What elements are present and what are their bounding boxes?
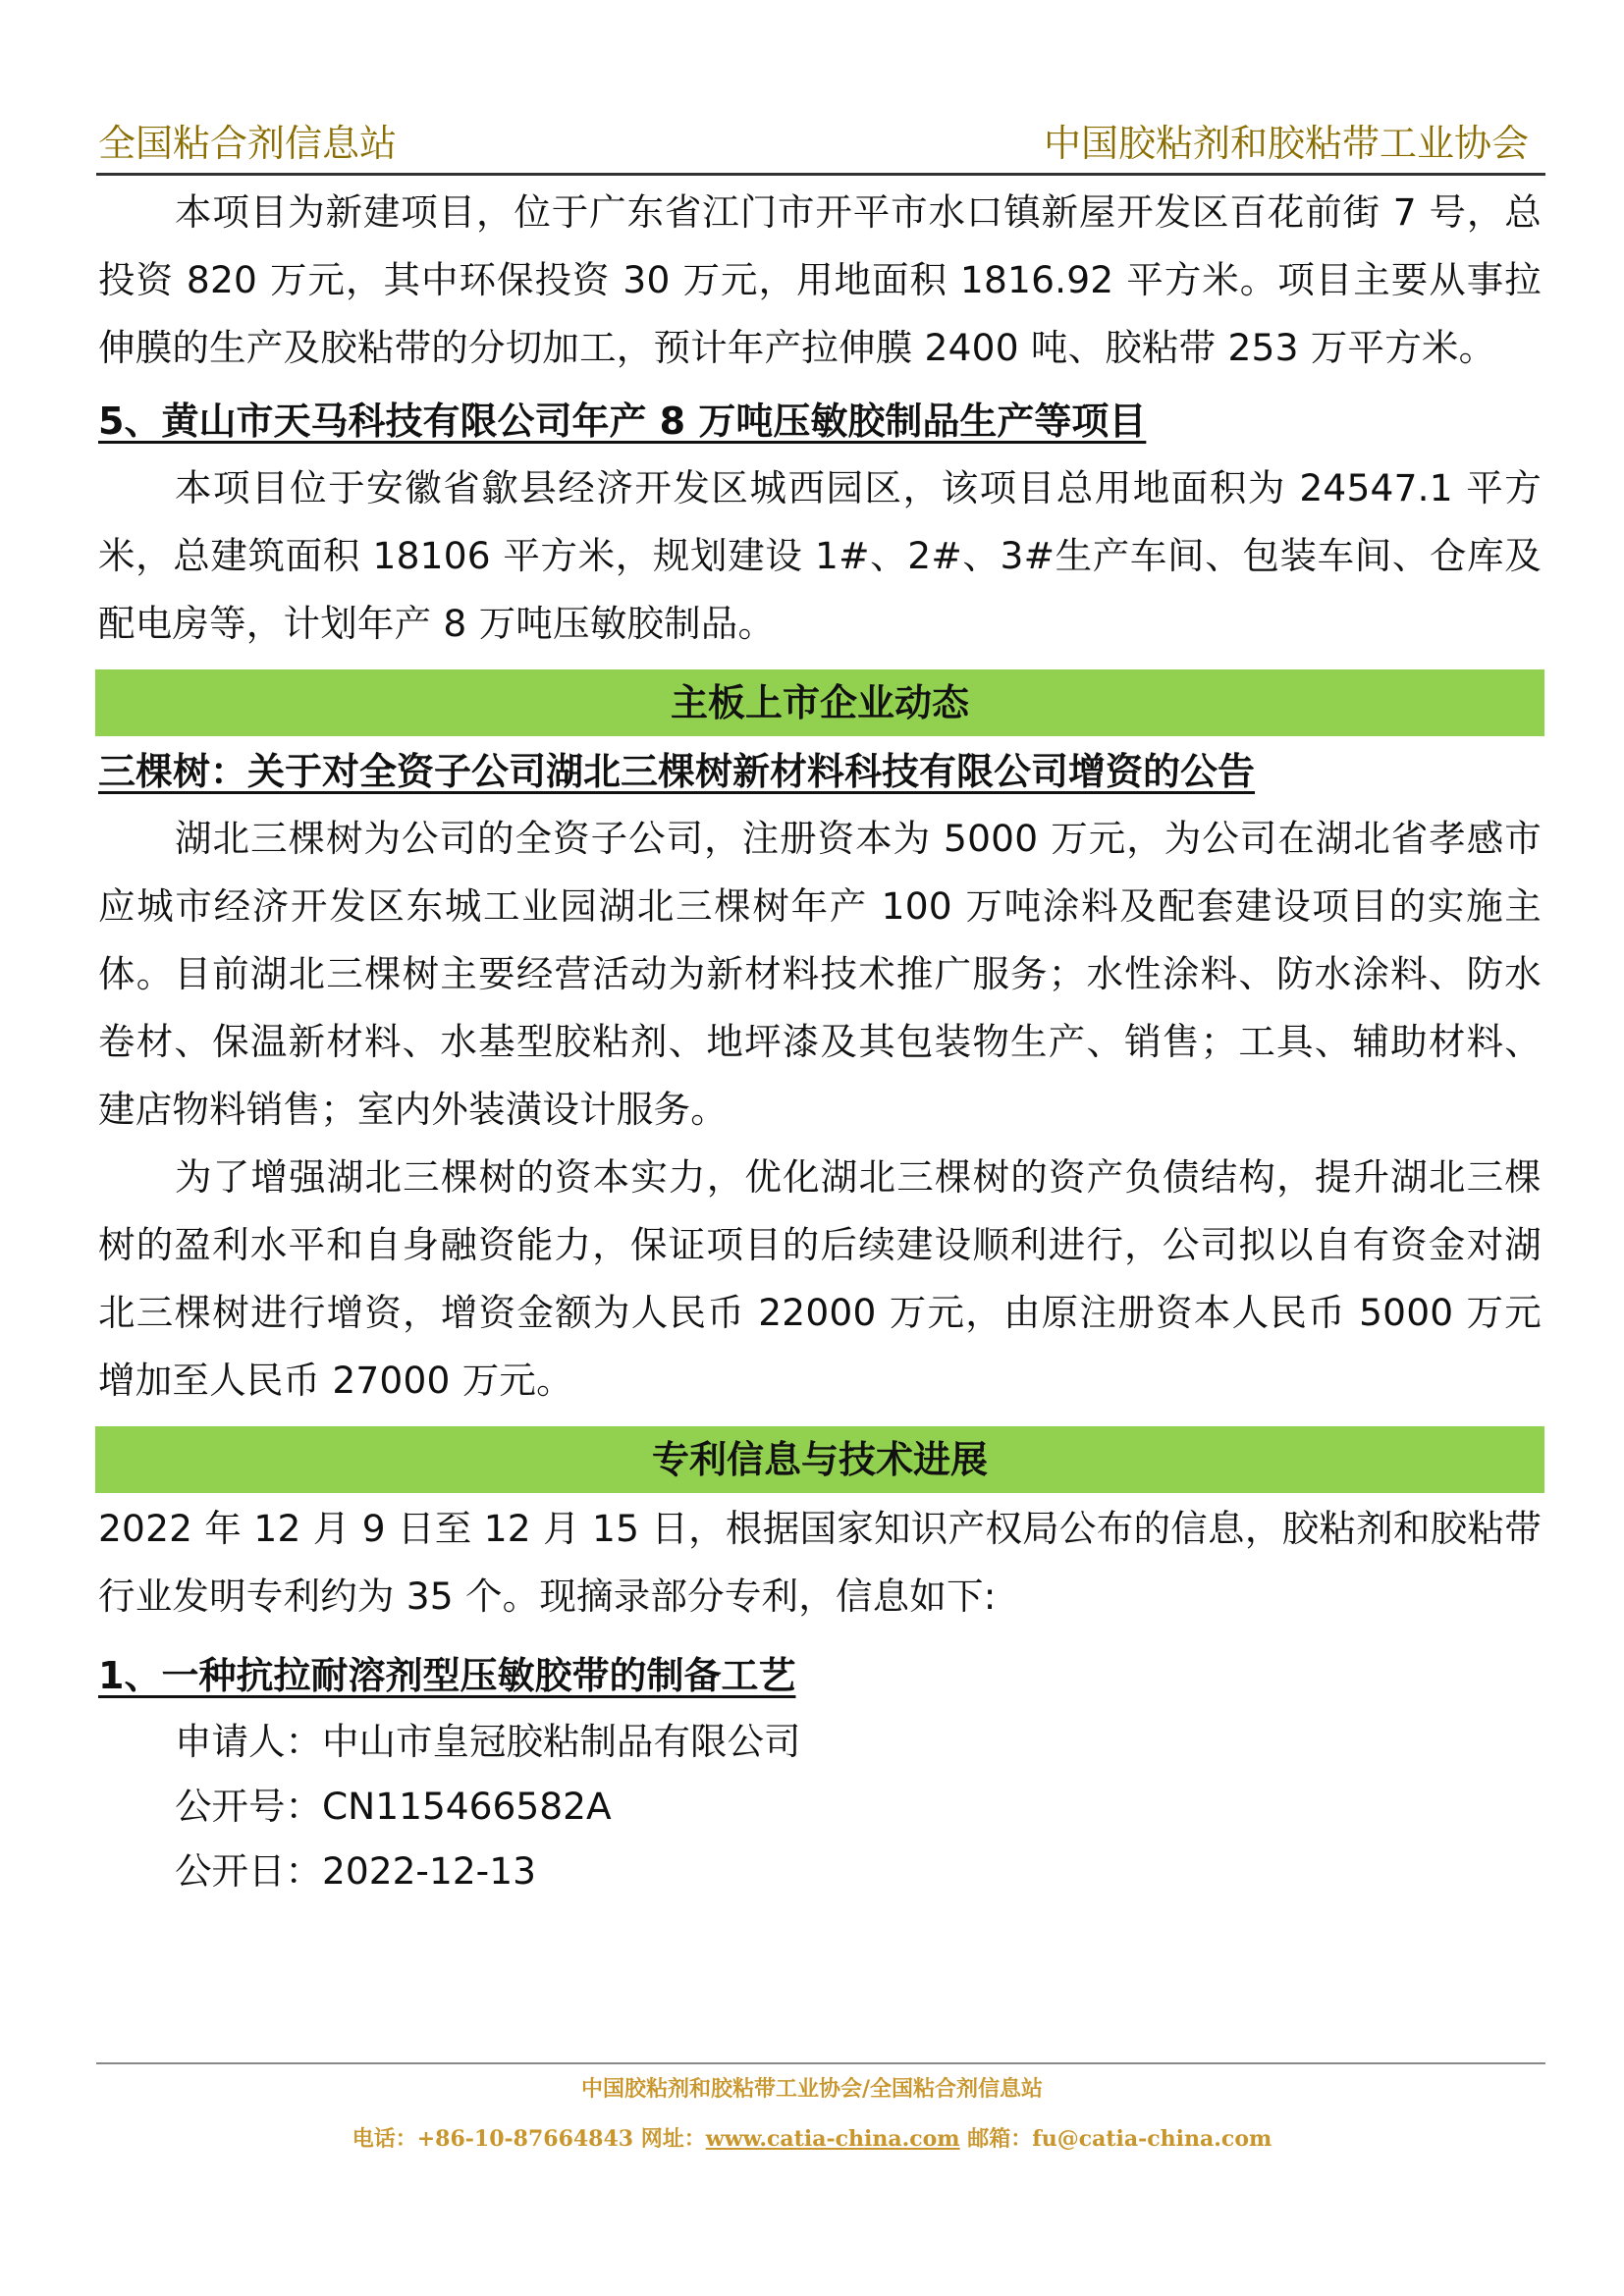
footer-contact-line	[0, 2121, 1624, 2157]
article-para-1: 湖北三棵树为公司的全资子公司，注册资本为 5000 万元，为公司在湖北省孝感市应城市经济开发区东城工业园湖北三棵树年产 100 万吨涂料及配套建设项目的实施主体。目前湖北三棵树主要经营活动为新材料技术推广服务；水性涂料、防水涂料、防水卷材、保温新材料、水基型胶粘剂、地坪漆及其包装物生产、销售；工具、辅助材料、建店物料销售；室内外装潢设计服务。	[98, 817, 1542, 1131]
patent-1-title: 1、一种抗拉耐溶剂型压敏胶带的制备工艺	[98, 1654, 796, 1697]
page-content	[98, 179, 1542, 1903]
project-5-title: 5、黄山市天马科技有限公司年产 8 万吨压敏胶制品生产等项目	[98, 400, 1147, 443]
header-left-title: 全国粘合剂信息站	[98, 122, 398, 165]
patent-intro: 2022 年 12 月 9 日至 12 月 15 日，根据国家知识产权局公布的信息，胶粘剂和胶粘带行业发明专利约为 35 个。现摘录部分专利，信息如下:	[98, 1507, 1542, 1618]
project-5-body: 本项目位于安徽省歙县经济开发区城西园区，该项目总用地面积为 24547.1 平方米，总建筑面积 18106 平方米，规划建设 1#、2#、3#生产车间、包装车间、仓库及配电房等，计划年产 8 万吨压敏胶制品。	[98, 466, 1542, 645]
footer-email: 邮箱：fu@catia-china.com	[959, 2126, 1272, 2152]
article-title: 三棵树：关于对全资子公司湖北三棵树新材料科技有限公司增资的公告	[98, 750, 1256, 793]
footer-rule	[96, 2062, 1545, 2064]
footer-org-line: 中国胶粘剂和胶粘带工业协会/全国粘合剂信息站	[580, 2076, 1044, 2102]
section-band-patent: 专利信息与技术进展	[95, 1426, 1544, 1493]
header-right-title: 中国胶粘剂和胶粘带工业协会	[1043, 122, 1529, 165]
article-para-2: 为了增强湖北三棵树的资本实力，优化湖北三棵树的资产负债结构，提升湖北三棵树的盈利水平和自身融资能力，保证项目的后续建设顺利进行，公司拟以自有资金对湖北三棵树进行增资，增资金额为人民币 22000 万元，由原注册资本人民币 5000 万元增加至人民币 27000 万元。	[98, 1155, 1542, 1402]
project-4-body: 本项目为新建项目，位于广东省江门市开平市水口镇新屋开发区百花前街 7 号，总投资 820 万元，其中环保投资 30 万元，用地面积 1816.92 平方米。项目主要从事拉伸膜的生产及胶粘带的分切加工，预计年产拉伸膜 2400 吨、胶粘带 253 万平方米。	[98, 190, 1542, 369]
section-band-listed: 主板上市企业动态	[95, 669, 1544, 736]
footer-website-link[interactable]: www.catia-china.com	[705, 2126, 960, 2152]
patent-1-pub-date: 公开日：2022-12-13	[175, 1849, 536, 1893]
patent-1-applicant: 申请人：中山市皇冠胶粘制品有限公司	[175, 1720, 801, 1763]
header-rule	[96, 173, 1545, 176]
footer-phone: 电话：+86-10-87664843 网址：	[352, 2126, 706, 2152]
patent-1-pub-no: 公开号：CN115466582A	[175, 1785, 612, 1828]
